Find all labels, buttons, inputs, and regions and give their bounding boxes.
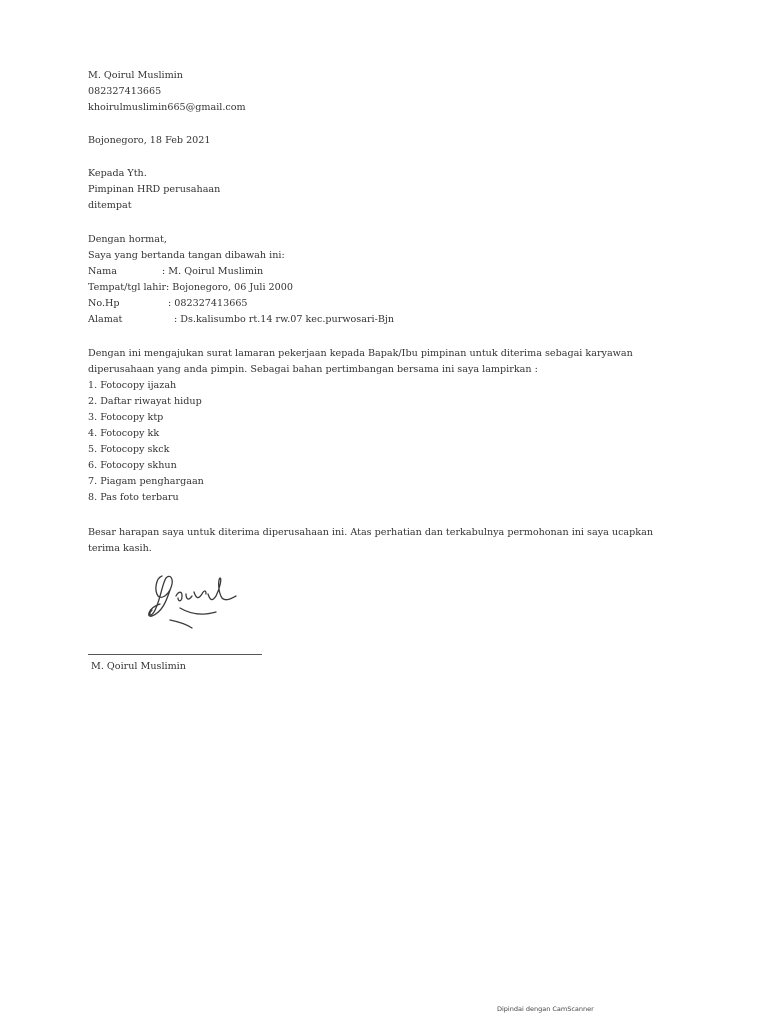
attachment-item: 7. Piagam penghargaan <box>88 476 204 487</box>
attachment-item: 3. Fotocopy ktp <box>88 412 164 423</box>
sender-email: khoirulmuslimin665@gmail.com <box>88 102 246 113</box>
salutation: Dengan hormat, <box>88 234 167 245</box>
sender-name: M. Qoirul Muslimin <box>88 70 183 81</box>
field-label: Nama <box>88 266 117 277</box>
handwritten-signature <box>140 568 270 638</box>
attachment-item: 5. Fotocopy skck <box>88 444 170 455</box>
scanner-watermark: Dipindai dengan CamScanner <box>497 1005 594 1013</box>
attachment-item: 6. Fotocopy skhun <box>88 460 177 471</box>
intro-line: Saya yang bertanda tangan dibawah ini: <box>88 250 285 261</box>
field-label: Tempat/tgl lahir <box>88 282 167 293</box>
attachment-item: 8. Pas foto terbaru <box>88 492 179 503</box>
field-label: No.Hp <box>88 298 120 309</box>
recipient-line-1: Kepada Yth. <box>88 168 147 179</box>
attachment-item: 2. Daftar riwayat hidup <box>88 396 202 407</box>
field-value: : M. Qoirul Muslimin <box>162 266 264 277</box>
attachment-item: 4. Fotocopy kk <box>88 428 160 439</box>
signature-line <box>88 654 262 655</box>
body-line-2: diperusahaan yang anda pimpin. Sebagai bahan pertimbangan bersama ini saya lampirkan : <box>88 364 538 375</box>
closing-line-2: terima kasih. <box>88 543 152 554</box>
closing-line-1: Besar harapan saya untuk diterima diperusahaan ini. Atas perhatian dan terkabulnya permohonan ini saya ucapkan <box>88 527 654 538</box>
signature-name: M. Qoirul Muslimin <box>91 661 186 672</box>
place-date: Bojonegoro, 18 Feb 2021 <box>88 135 211 146</box>
field-value: : 082327413665 <box>168 298 248 309</box>
field-label: Alamat <box>88 314 123 325</box>
field-row-name <box>88 264 264 280</box>
field-row-birth <box>88 280 293 296</box>
body-line-1: Dengan ini mengajukan surat lamaran pekerjaan kepada Bapak/Ibu pimpinan untuk diterima sebagai karyawan <box>88 348 633 359</box>
sender-phone: 082327413665 <box>88 86 162 97</box>
field-row-phone <box>88 296 248 312</box>
field-row-address <box>88 312 395 328</box>
recipient-line-3: ditempat <box>88 200 132 211</box>
field-value: : Bojonegoro, 06 Juli 2000 <box>166 282 293 293</box>
attachment-item: 1. Fotocopy ijazah <box>88 380 177 391</box>
field-value: : Ds.kalisumbo rt.14 rw.07 kec.purwosari-Bjn <box>174 314 395 325</box>
recipient-line-2: Pimpinan HRD perusahaan <box>88 184 221 195</box>
